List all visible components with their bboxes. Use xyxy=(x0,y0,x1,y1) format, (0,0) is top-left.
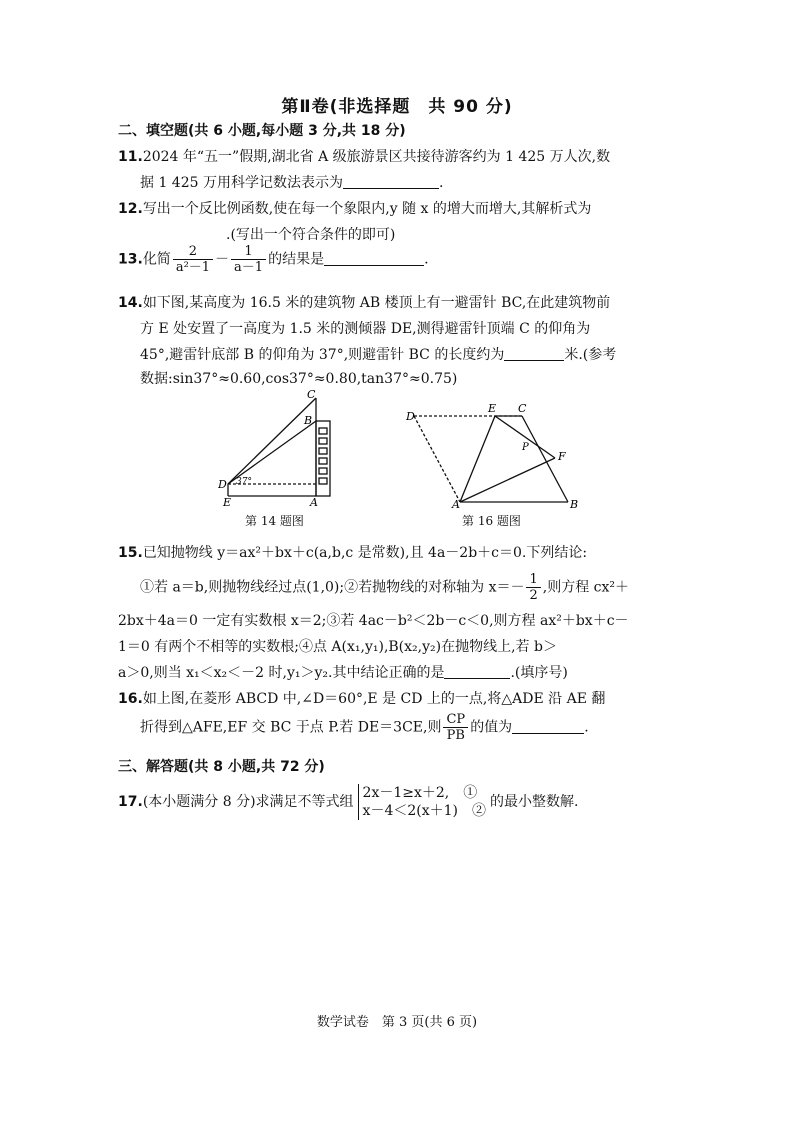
q17-line: 17.(本小题满分 8 分)求满足不等式组 2x－1≥x＋2, ① x－4＜2(x＋1) ② 的最小整数解. xyxy=(118,785,579,819)
q16-fraction: $\frac{CP}{PB}$ xyxy=(443,712,468,743)
q12-number: 12. xyxy=(118,201,143,217)
q14-line3: 45°,避雷针底部 B 的仰角为 37°,则避雷针 BC 的长度约为 米.(参考 xyxy=(140,347,617,363)
page-footer: 数学试卷 第 3 页(共 6 页) xyxy=(316,1015,478,1030)
q14-line1: 14.如下图,某高度为 16.5 米的建筑物 AB 楼顶上有一避雷针 BC,在此建筑物前 xyxy=(118,295,611,311)
q12-line1: 12.写出一个反比例函数,使在每一个象限内,y 随 x 的增大而增大,其解析式为 xyxy=(118,201,592,217)
figure-16 xyxy=(400,398,586,510)
fig16-label-E: E xyxy=(488,402,497,415)
q15-answer-blank xyxy=(444,664,510,679)
q13-number: 13. xyxy=(118,251,143,268)
fig16-label-C: C xyxy=(518,402,527,415)
q12-line2: .(写出一个符合条件的即可) xyxy=(140,224,395,244)
page-title: 第Ⅱ卷(非选择题 共 90 分) xyxy=(281,97,513,117)
q17-inequality-system: 2x－1≥x＋2, ① x－4＜2(x＋1) ② xyxy=(358,784,486,820)
q15-line1: 15.已知抛物线 y＝ax²＋bx＋c(a,b,c 是常数),且 4a－2b＋c＝0.下列结论: xyxy=(118,545,588,561)
q13-line: 13.化简 $\frac{2}{\text{a²－1}}$ － $\frac{1}{a-1}$ 的结果是 . xyxy=(118,244,429,275)
figure-16-caption: 第 16 题图 xyxy=(462,514,521,528)
fig16-label-P: P xyxy=(522,442,529,453)
q12-answer-blank xyxy=(140,226,226,241)
q13-answer-blank xyxy=(324,251,424,266)
fig14-label-C: C xyxy=(307,388,316,401)
fig16-label-A: A xyxy=(452,498,460,510)
q15-line5: a＞0,则当 x₁＜x₂＜－2 时,y₁＞y₂.其中结论正确的是 .(填序号) xyxy=(118,665,568,681)
q15-line4: 1＝0 有两个不相等的实数根;④点 A(x₁,y₁),B(x₂,y₂)在抛物线上,若 b＞ xyxy=(118,639,557,655)
fig16-label-D: D xyxy=(406,410,415,423)
fig16-label-B: B xyxy=(570,498,579,510)
figure-14-caption: 第 14 题图 xyxy=(245,514,304,528)
q14-number: 14. xyxy=(118,295,143,311)
fig14-label-angle: 37° xyxy=(236,477,252,487)
q15-line3: 2bx＋4a＝0 一定有实数根 x＝2;③若 4ac－b²＜2b－c＜0,则方程 ax²＋bx＋c－ xyxy=(118,613,629,629)
q11-line2: 据 1 425 万用科学记数法表示为 . xyxy=(140,175,444,191)
fig14-label-D: D xyxy=(218,478,227,491)
q16-line2: 折得到△AFE,EF 交 BC 于点 P.若 DE＝3CE,则 $\frac{CP}{PB}$ 的值为 . xyxy=(140,712,589,743)
fig14-label-A: A xyxy=(310,496,318,508)
q11-answer-blank xyxy=(343,174,439,189)
section-answer-heading: 三、解答题(共 8 小题,共 72 分) xyxy=(118,759,325,775)
q15-line2: ①若 a＝b,则抛物线经过点(1,0);②若抛物线的对称轴为 x＝－ $\frac{1}{2}$ ,则方程 cx²＋ xyxy=(140,572,629,603)
figure-14 xyxy=(218,386,338,508)
q14-line2: 方 E 处安置了一高度为 1.5 米的测倾器 DE,测得避雷针顶端 C 的仰角为 xyxy=(140,321,591,337)
fig14-label-B: B xyxy=(304,414,313,427)
q16-number: 16. xyxy=(118,691,143,707)
q13-fraction-1: $\frac{2}{\text{a²－1}}$ xyxy=(173,244,213,275)
q11-line1: 11.2024 年“五一”假期,湖北省 A 级旅游景区共接待游客约为 1 425 万人次,数 xyxy=(118,149,611,165)
q14-line4: 数据:sin37°≈0.60,cos37°≈0.80,tan37°≈0.75) xyxy=(140,371,458,387)
q14-answer-blank xyxy=(504,346,564,361)
q15-fraction: $\frac{1}{2}$ xyxy=(526,572,540,603)
q17-number: 17. xyxy=(118,794,143,810)
fig14-label-E: E xyxy=(223,496,232,508)
q16-answer-blank xyxy=(512,719,584,734)
q15-number: 15. xyxy=(118,545,143,561)
section-fill-in-heading: 二、填空题(共 6 小题,每小题 3 分,共 18 分) xyxy=(118,123,406,139)
q16-line1: 16.如上图,在菱形 ABCD 中,∠D＝60°,E 是 CD 上的一点,将△ADE 沿 AE 翻 xyxy=(118,691,606,707)
q11-number: 11. xyxy=(118,149,143,165)
fig16-label-F: F xyxy=(558,450,566,463)
q13-fraction-2: $\frac{1}{a-1}$ xyxy=(231,244,266,275)
